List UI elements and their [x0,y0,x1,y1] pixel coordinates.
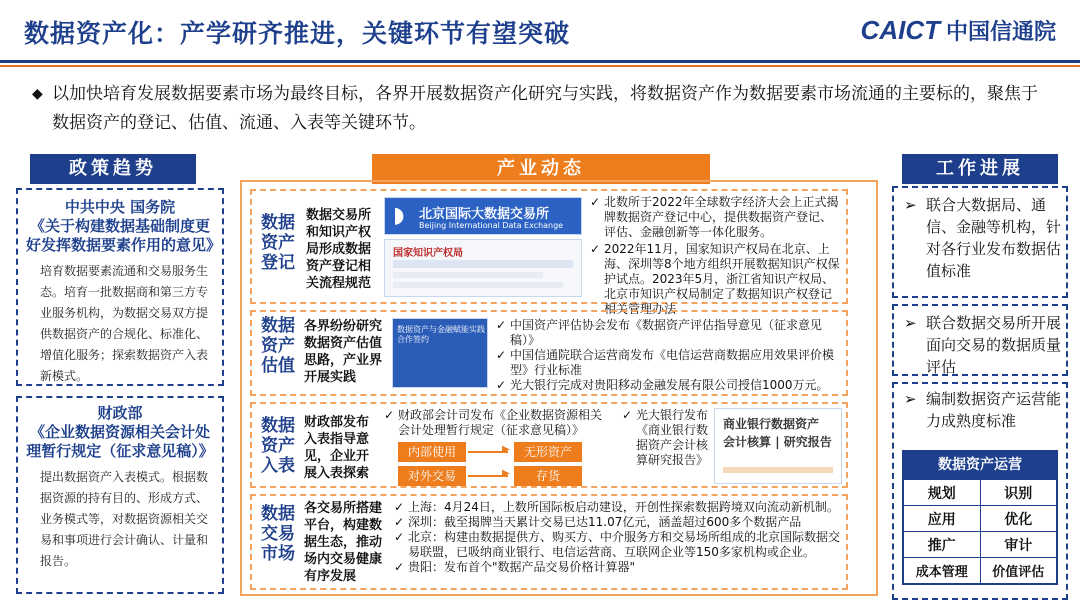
policy-panel-1 [16,188,224,386]
logo-en: CAICT [860,15,940,45]
flow-pill: 存货 [514,466,582,486]
logo-cn: 中国信通院 [945,20,1056,45]
ops-title: 数据资产运营 [903,451,1057,479]
bullet: ✓ 光大银行完成对贵阳移动金融发展有限公司授信1000万元。 [496,378,842,393]
ops-table [902,450,1058,585]
diamond-bullet-icon: ◆ [32,86,43,102]
bullet: ✓ 北京：构建由数据提供方、购买方、中介服务方和交易场所组成的北京国际数据交易联盟，已吸纳商业银行、电信运营商、互联网企业等150多家机构或企业。 [394,530,844,560]
bullet: ✓ 财政部会计司发布《企业数据资源相关会计处理暂行规定（征求意见稿）》 [384,408,604,438]
section-bullets [622,408,710,468]
policy-panel-2 [16,396,224,594]
section-registration [250,189,848,316]
bullet: ✓ 深圳：截至揭牌当天累计交易已达11.07亿元，涵盖超过600多个数据产品 [394,515,844,530]
signing-ceremony-photo [392,318,488,388]
policy-body: 培育数据要素流通和交易服务生态。培育一批数据商和第三方专业服务机构，为数据交易双方提供数据资产的合规化、标准化、增值化服务；探索数据资产入表新模式。 [40,264,209,383]
placeholder-bar [393,260,573,268]
policy-header: 政策趋势 [30,154,196,184]
progress-text: ➢ 联合大数据局、通信、金融等机构，针对各行业发布数据估值标准 [904,196,1062,280]
report-cover [714,408,842,484]
report-title-2b: 研究报告 [783,435,832,449]
header-divider-blue [0,60,1080,63]
report-title-2: 会计核算 | 研究报告 [723,435,832,449]
flow-pill: 对外交易 [398,466,466,486]
section-summary: 各界纷纷研究数据资产估值思路，产业界开展实践 [304,319,383,385]
caict-logo [861,15,1056,46]
bullet: ✓ 光大银行发布《商业银行数据资产会计核算研究报告》 [622,408,710,468]
progress-item-2 [892,304,1068,376]
section-market [250,494,848,590]
ops-cell: 优化 [980,506,1057,532]
bullet: ✓ 2022年11月，国家知识产权局在北京、上海、深圳等8个地方组织开展数据知识产权保护试点。2023年5月，浙江省知识产权局、北京市知识产权局制定了数据知识产权登记相关管理办法 [590,242,840,317]
bullet: ✓ 中国资产评估协会发布《数据资产评估指导意见（征求意见稿）》 [496,318,842,348]
flow-pill: 无形资产 [514,442,582,462]
ops-cell: 成本管理 [904,558,981,584]
progress-text: ➢ 联合数据交易所开展面向交易的数据质量评估 [904,314,1062,376]
arrow-head-icon: ▶ [502,444,510,455]
arrow-head-icon: ▶ [502,468,510,479]
flow-pill: 内部使用 [398,442,466,462]
report-title-1: 商业银行数据资产 [723,417,820,431]
exchange-logo-icon: ◗ [393,203,405,228]
ops-cell: 推广 [904,532,981,558]
policy-org: 财政部 [97,404,143,422]
industry-panel [240,180,878,596]
section-bullets [394,500,844,575]
policy-body: 提出数据资产入表模式。根据数据资源的持有目的、形成方式、业务模式等，对数据资源相关交易和事项进行会计确认、计量和报告。 [40,470,209,568]
progress-item-1 [892,186,1068,298]
industry-header: 产业动态 [372,154,710,184]
section-label: 数据资产入表 [261,416,295,476]
banner-title: 北京国际大数据交易所 [419,207,550,222]
placeholder-bar [723,467,833,473]
section-valuation [250,310,848,396]
ops-grid [903,479,1057,584]
ops-cell: 价值评估 [980,558,1057,584]
progress-text: ➢ 编制数据资产运营能力成熟度标准 [904,390,1062,430]
section-label: 数据资产登记 [261,213,295,273]
section-bullets [384,408,604,438]
placeholder-bar [393,282,563,288]
section-summary: 财政部发布入表指导意见，企业开展入表探索 [304,415,370,481]
section-label: 数据资产估值 [261,316,295,376]
slide-title: 数据资产化：产学研齐推进，关键环节有望突破 [24,19,571,48]
progress-header: 工作进展 [902,154,1058,184]
bullet: ✓ 贵阳：发布首个"数据产品交易价格计算器" [394,560,844,575]
bullet: ✓ 上海：4月24日，上数所国际板启动建设，开创性探索数据跨境双向流动新机制。 [394,500,844,515]
policy-doc: 《关于构建数据基础制度更好发挥数据要素作用的意见》 [26,217,222,254]
intro-text: 以加快培育发展数据要素市场为最终目标，各界开展数据资产化研究与实践，将数据资产作为数据要素市场流通的主要标的，聚焦于数据资产的登记、估值、流通、入表等关键环节。 [52,84,1038,133]
report-title-2a: 会计核算 [723,435,772,449]
section-balance-sheet [250,402,848,488]
bullet: ✓ 北数所于2022年全球数字经济大会上正式揭牌数据资产登记中心，提供数据资产登记、评估、金融创新等一体化服务。 [590,195,840,240]
bj-exchange-banner [384,197,582,235]
policy-doc: 《企业数据资源相关会计处理暂行规定（征求意见稿）》 [26,423,214,460]
section-summary: 各交易所搭建平台，构建数据生态，推动场内交易健康有序发展 [304,501,383,584]
ip-office-title: 国家知识产权局 [393,248,463,259]
header-divider-orange [0,65,1080,67]
bullet: ✓ 中国信通院联合运营商发布《电信运营商数据应用效果评价模型》行业标准 [496,348,842,378]
photo-caption: 数据资产与金融赋能实践合作签约 [397,325,485,344]
banner-subtitle: Beijing International Data Exchange [419,221,564,230]
ops-cell: 审计 [980,532,1057,558]
intro-paragraph [32,80,1042,138]
policy-org: 中共中央 国务院 [64,198,176,216]
section-label: 数据交易市场 [261,504,295,564]
section-bullets [496,318,842,393]
ops-cell: 规划 [904,480,981,506]
arrow-icon: ➢ [904,196,917,214]
section-summary: 数据交易所和知识产权局形成数据资产登记相关流程规范 [306,208,372,291]
arrow-icon: ➢ [904,314,917,332]
ops-cell: 识别 [980,480,1057,506]
ip-office-screenshot [384,239,582,297]
section-bullets [590,195,840,317]
ops-cell: 应用 [904,506,981,532]
placeholder-bar [393,272,543,278]
arrow-icon: ➢ [904,390,917,408]
